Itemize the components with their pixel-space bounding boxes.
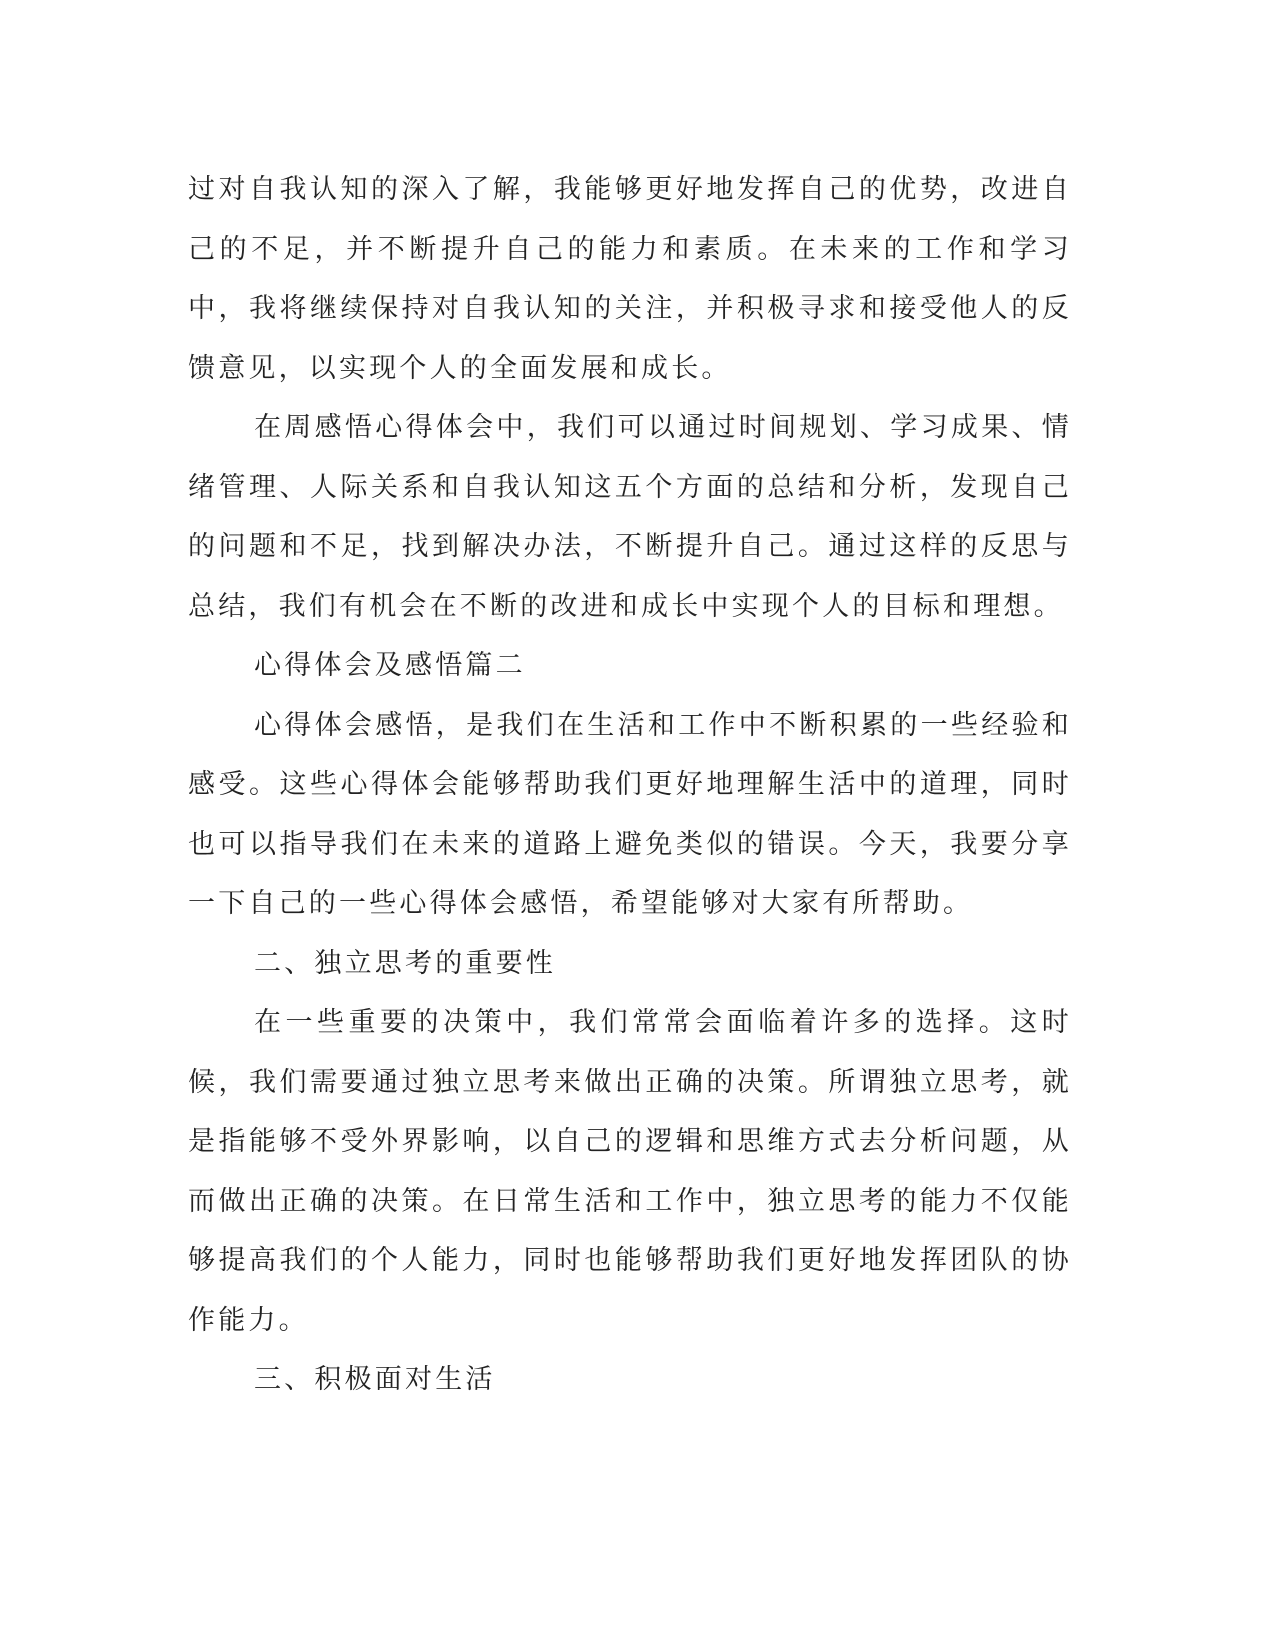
paragraph-intro: 心得体会感悟，是我们在生活和工作中不断积累的一些经验和感受。这些心得体会能够帮助我们更好地理解生活中的道理，同时也可以指导我们在未来的道路上避免类似的错误。今天，我要分享一下自己的一些心得体会感悟，希望能够对大家有所帮助。 — [188, 709, 1072, 919]
heading-independent-thinking: 二、独立思考的重要性 — [254, 947, 556, 979]
paragraph-continuation: 过对自我认知的深入了解，我能够更好地发挥自己的优势，改进自己的不足，并不断提升自己的能力和素质。在未来的工作和学习中，我将继续保持对自我认知的关注，并积极寻求和接受他人的反馈意见，以实现个人的全面发展和成长。 — [188, 174, 1072, 384]
paragraph-summary: 在周感悟心得体会中，我们可以通过时间规划、学习成果、情绪管理、人际关系和自我认知这五个方面的总结和分析，发现自己的问题和不足，找到解决办法，不断提升自己。通过这样的反思与总结，我们有机会在不断的改进和成长中实现个人的目标和理想。 — [188, 412, 1072, 622]
section-title-part-two: 心得体会及感悟篇二 — [254, 650, 526, 681]
document-body — [188, 160, 1072, 1410]
heading-face-life-positively: 三、积极面对生活 — [254, 1364, 496, 1395]
paragraph-independent-thinking: 在一些重要的决策中，我们常常会面临着许多的选择。这时候，我们需要通过独立思考来做出正确的决策。所谓独立思考，就是指能够不受外界影响，以自己的逻辑和思维方式去分析问题，从而做出正确的决策。在日常生活和工作中，独立思考的能力不仅能够提高我们的个人能力，同时也能够帮助我们更好地发挥团队的协作能力。 — [188, 1007, 1072, 1336]
